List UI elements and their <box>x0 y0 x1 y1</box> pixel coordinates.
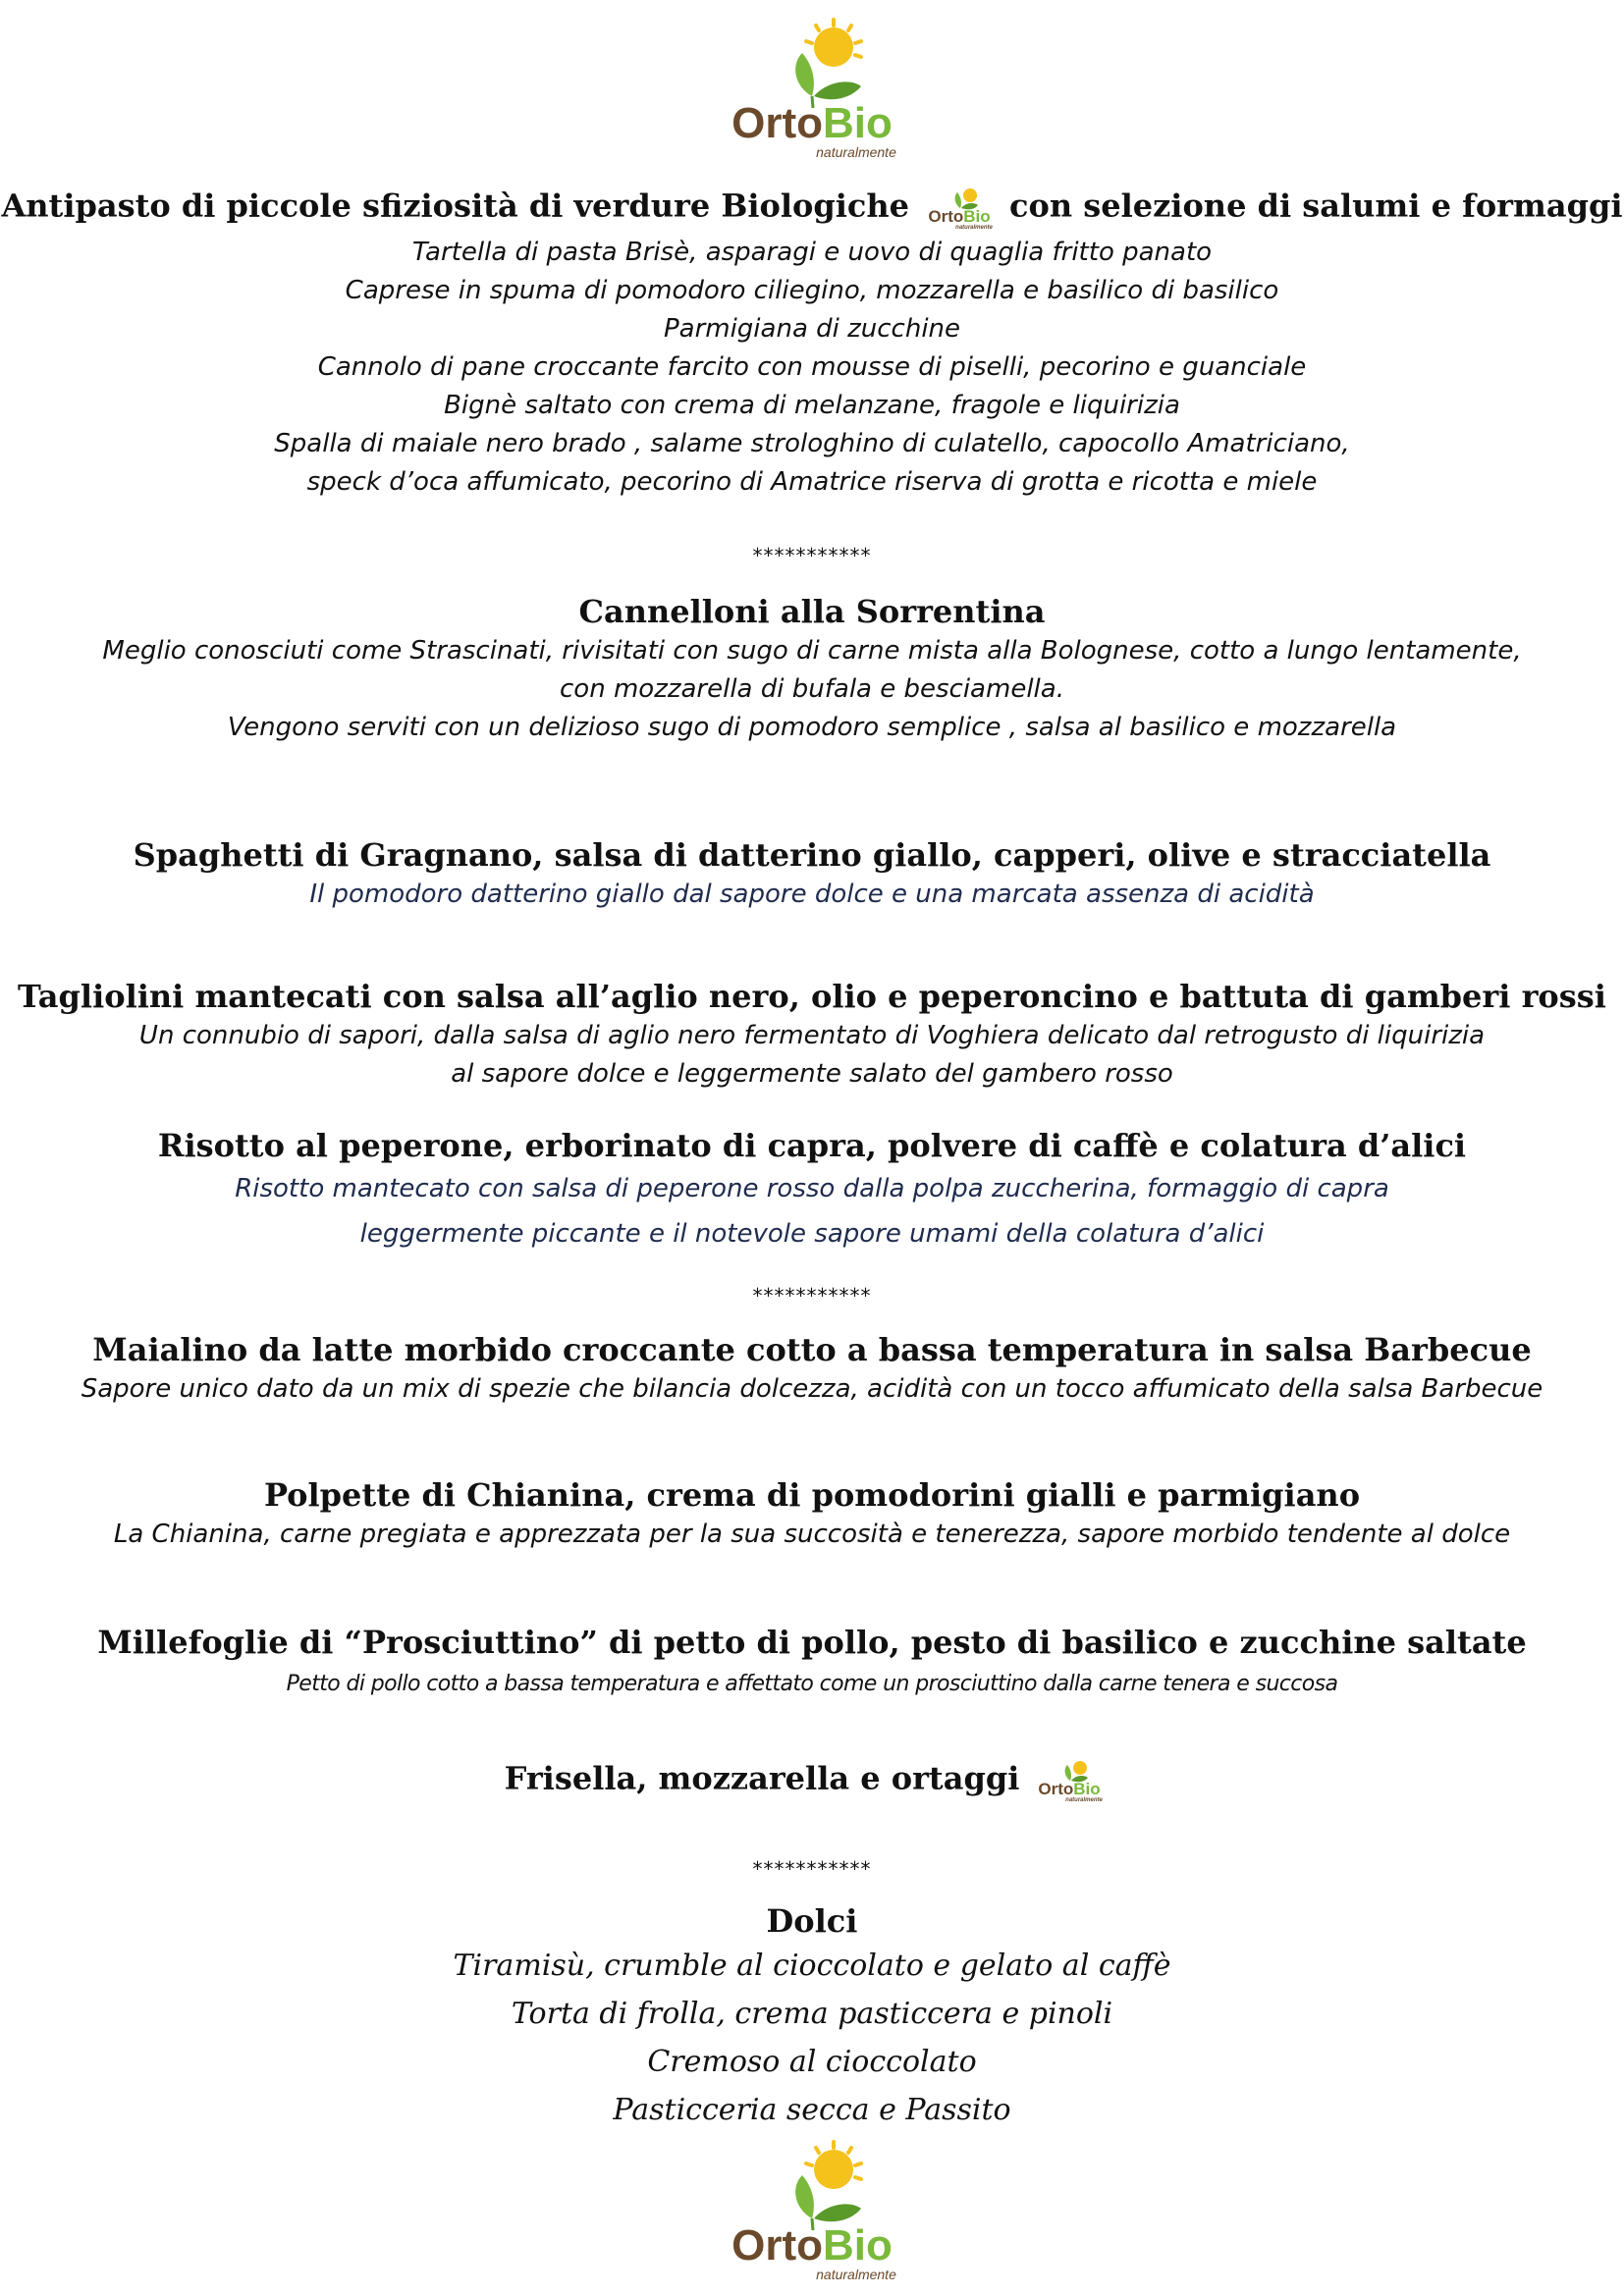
dolci-item: Torta di frolla, crema pasticcera e pinoli <box>511 1997 1113 2031</box>
brand-bio: Bio <box>823 99 893 147</box>
millefoglie-title: Millefoglie di “Prosciuttino” di petto di pollo, pesto di basilico e zucchine saltate <box>97 1624 1527 1661</box>
section-frisella <box>0 1759 1624 1802</box>
ortobio-logo-bottom <box>704 2140 920 2287</box>
section-risotto <box>0 1127 1624 1256</box>
ortobio-inline-logo <box>917 187 1001 230</box>
antipasto-line: speck d’oca affumicato, pecorino di Amatrice riserva di grotta e ricotta e miele <box>306 467 1318 497</box>
antipasto-line: Cannolo di pane croccante farcito con mousse di piselli, pecorino e guanciale <box>317 352 1307 382</box>
svg-text:naturalmente: naturalmente <box>816 2267 896 2282</box>
dolci-item: Pasticceria secca e Passito <box>613 2093 1011 2127</box>
polpette-line: La Chianina, carne pregiata e apprezzata per la sua succosità e tenerezza, sapore morbido tendente al dolce <box>113 1520 1511 1549</box>
section-millefoglie <box>0 1624 1624 1703</box>
separator: *********** <box>752 544 872 567</box>
spaghetti-title: Spaghetti di Gragnano, salsa di datterino giallo, capperi, olive e stracciatella <box>133 836 1491 874</box>
cannelloni-title: Cannelloni alla Sorrentina <box>578 593 1046 630</box>
antipasto-title: Antipasto di piccole sfiziosità di verdure Biologiche OrtoBio naturalmente con selezione di salumi e formaggi <box>1 187 1623 230</box>
ortobio-inline-logo <box>1027 1759 1111 1802</box>
svg-text:naturalmente: naturalmente <box>1065 1797 1104 1802</box>
sun-icon <box>806 20 861 67</box>
dolci-title: Dolci <box>766 1902 858 1940</box>
brand-orto: Orto <box>731 99 823 147</box>
antipasto-line: Spalla di maiale nero brado , salame strologhino di culatello, capocollo Amatriciano, <box>274 429 1350 458</box>
tagliolini-line: al sapore dolce e leggermente salato del gambero rosso <box>451 1059 1173 1089</box>
separator: *********** <box>752 1284 872 1308</box>
section-spaghetti <box>0 836 1624 914</box>
risotto-line: leggermente piccante e il notevole sapore umami della colatura d’alici <box>359 1219 1265 1249</box>
cannelloni-line: Meglio conosciuti come Strascinati, rivisitati con sugo di carne mista alla Bolognese, cotto a lungo lentamente, <box>102 636 1522 666</box>
dolci-item: Cremoso al cioccolato <box>647 2045 977 2079</box>
cannelloni-line: con mozzarella di bufala e besciamella. <box>560 674 1064 704</box>
risotto-line: Risotto mantecato con salsa di peperone rosso dalla polpa zuccherina, formaggio di capra <box>235 1174 1389 1203</box>
section-polpette <box>0 1476 1624 1554</box>
svg-text:naturalmente: naturalmente <box>955 225 993 230</box>
section-antipasto <box>0 187 1624 502</box>
maialino-line: Sapore unico dato da un mix di spezie che bilancia dolcezza, acidità con un tocco affumicato della salsa Barbecue <box>81 1374 1543 1404</box>
antipasto-line: Bignè saltato con crema di melanzane, fragole e liquirizia <box>444 391 1180 420</box>
antipasto-line: Parmigiana di zucchine <box>663 314 961 344</box>
dolci-item: Tiramisù, crumble al cioccolato e gelato al caffè <box>453 1949 1171 1983</box>
ortobio-logo-top <box>704 18 920 165</box>
brand-tagline: naturalmente <box>816 144 896 160</box>
svg-text:OrtoBio <box>731 99 893 147</box>
polpette-title: Polpette di Chianina, crema di pomodorini gialli e parmigiano <box>263 1476 1361 1514</box>
antipasto-line: Caprese in spuma di pomodoro ciliegino, mozzarella e basilico di basilico <box>345 276 1279 305</box>
cannelloni-line: Vengono serviti con un delizioso sugo di pomodoro semplice , salsa al basilico e mozzarella <box>227 713 1397 742</box>
section-maialino <box>0 1331 1624 1409</box>
millefoglie-line: Petto di pollo cotto a bassa temperatura e affettato come un prosciuttino dalla carne tenera e succosa <box>286 1672 1338 1696</box>
spaghetti-line: Il pomodoro datterino giallo dal sapore dolce e una marcata assenza di acidità <box>309 880 1315 909</box>
separator: *********** <box>752 1857 872 1881</box>
section-cannelloni <box>0 593 1624 747</box>
sun-icon <box>806 2142 861 2189</box>
section-dolci <box>0 1902 1624 2134</box>
frisella-title: Frisella, mozzarella e ortaggi OrtoBio naturalmente <box>0 1759 1624 1802</box>
tagliolini-line: Un connubio di sapori, dalla salsa di aglio nero fermentato di Voghiera delicato dal retrogusto di liquirizia <box>138 1021 1486 1050</box>
risotto-title: Risotto al peperone, erborinato di capra, polvere di caffè e colatura d’alici <box>157 1127 1467 1164</box>
maialino-title: Maialino da latte morbido croccante cotto a bassa temperatura in salsa Barbecue <box>92 1331 1532 1368</box>
tagliolini-title: Tagliolini mantecati con salsa all’aglio nero, olio e peperoncino e battuta di gamberi rossi <box>18 978 1606 1015</box>
antipasto-line: Tartella di pasta Brisè, asparagi e uovo di quaglia fritto panato <box>411 238 1213 267</box>
svg-text:OrtoBio: OrtoBio <box>928 207 991 226</box>
section-tagliolini <box>0 978 1624 1094</box>
svg-text:OrtoBio: OrtoBio <box>1038 1780 1101 1798</box>
svg-text:OrtoBio: OrtoBio <box>731 2221 893 2269</box>
